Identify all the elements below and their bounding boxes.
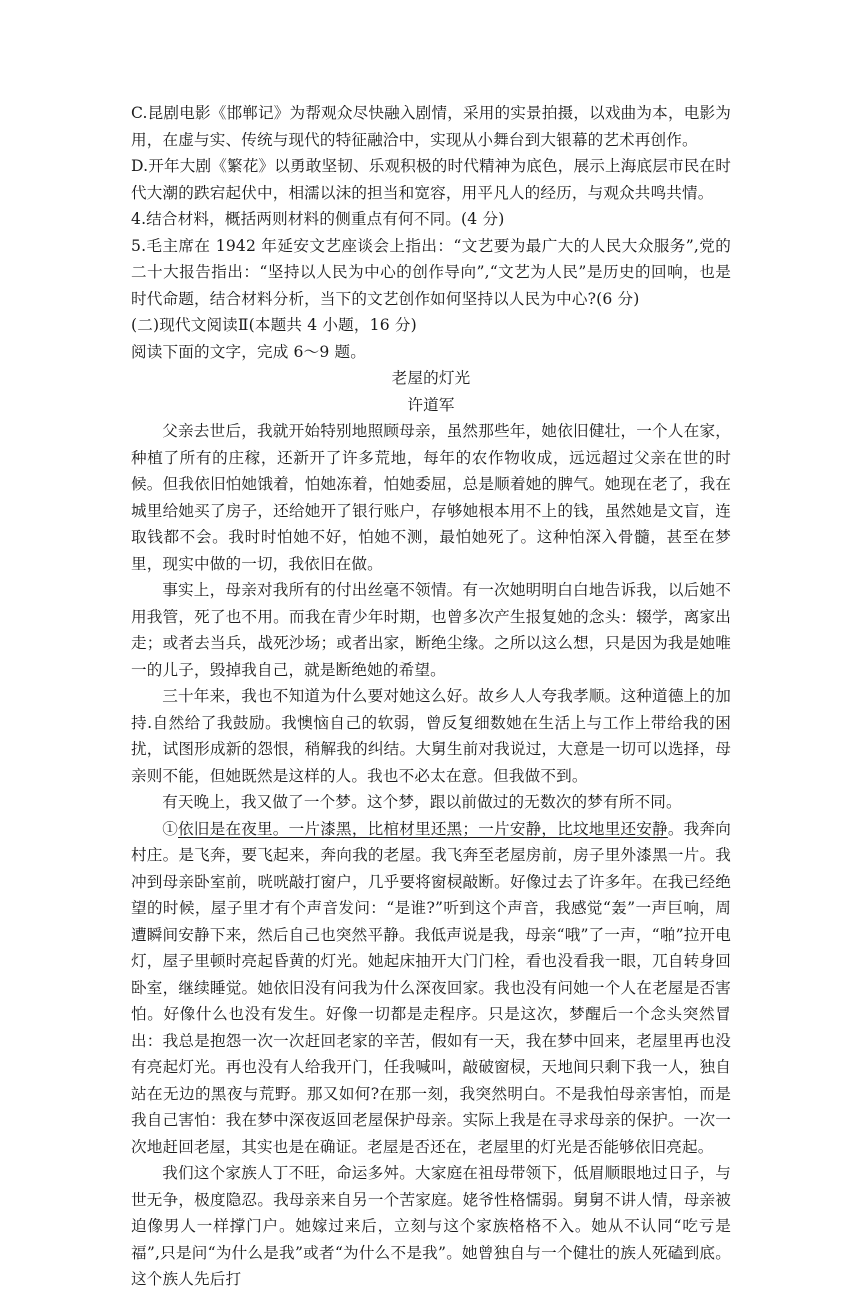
article-paragraph-2: 事实上，母亲对我所有的付出丝毫不领情。有一次她明明白白地告诉我，以后她不用我管，死了也不用。而我在青少年时期，也曾多次产生报复她的念头：辍学，离家出走；或者去当兵，战死沙场；或者出家，断绝尘缘。之所以这么想，只是因为我是她唯一的儿子，毁掉我自己，就是断绝她的希望。 — [131, 581, 731, 679]
document-page — [131, 100, 731, 1293]
question-5: 5.毛主席在 1942 年延安文艺座谈会上指出：“文艺要为最广大的人民大众服务”,党的二十大报告指出：“坚持以人民为中心的创作导向”,“文艺为人民”是历史的回响，也是时代命题，结合材料分析，当下的文艺创作如何坚持以人民为中心?(6 分) — [131, 236, 731, 308]
article-author: 许道军 — [407, 395, 455, 414]
section-instruction: 阅读下面的文字，完成 6～9 题。 — [131, 342, 367, 361]
article-paragraph-3: 三十年来，我也不知道为什么要对她这么好。故乡人人夸我孝顺。这种道德上的加持.自然给了我鼓励。我懊恼自己的软弱，曾反复细数她在生活上与工作上带给我的困扰，试图形成新的怨恨，稍解我的纠结。大舅生前对我说过，大意是一切可以选择，母亲则不能，但她既然是这样的人。我也不必太在意。但我做不到。 — [131, 687, 731, 785]
paragraph-5-text: 。我奔向村庄。是飞奔，要飞起来，奔向我的老屋。我飞奔至老屋房前，房子里外漆黑一片。我冲到母亲卧室前，咣咣敲打窗户，几乎要将窗棂敲断。好像过去了许多年。在我已经绝望的时候，屋子里才有个声音发问：“是谁?”听到这个声音，我感觉“轰”一声巨响，周遭瞬间安静下来，然后自己也突然平静。我低声说是我，母亲“哦”了一声，“啪”拉开电灯，屋子里顿时亮起昏黄的灯光。她起床抽开大门门栓，看也没看我一眼，兀自转身回卧室，继续睡觉。她依旧没有问我为什么深夜回家。我也没有问她一个人在老屋是否害怕。好像什么也没有发生。好像一切都是走程序。只是这次，梦醒后一个念头突然冒出：我总是抱怨一次一次赶回老家的辛苦，假如有一天，我在梦中回来，老屋里再也没有亮起灯光。再也没有人给我开门，任我喊叫，敲破窗棂，天地间只剩下我一人，独自站在无边的黑夜与荒野。那又如何?在那一刻，我突然明白。不是我怕母亲害怕，而是我自己害怕：我在梦中深夜返回老屋保护母亲。实际上我是在寻求母亲的保护。一次一次地赶回老屋，其实也是在确证。老屋是否还在，老屋里的灯光是否能够依旧亮起。 — [131, 819, 731, 1156]
underlined-sentence: 依旧是在夜里。一片漆黑，比棺材里还黑；一片安静，比坟地里还安静 — [178, 819, 668, 838]
article-paragraph-6: 我们这个家族人丁不旺，命运多舛。大家庭在祖母带领下，低眉顺眼地过日子，与世无争，极度隐忍。我母亲来自另一个苦家庭。姥爷性格懦弱。舅舅不讲人情，母亲被迫像男人一样撑门户。她嫁过来后，立刻与这个家族格格不入。她从不认同“吃亏是福”,只是问“为什么是我”或者“为什么不是我”。她曾独自与一个健壮的族人死磕到底。这个族人先后打 — [131, 1164, 731, 1288]
circled-number-marker: ① — [162, 819, 178, 838]
option-d: D.开年大剧《繁花》以勇敢坚韧、乐观积极的时代精神为底色，展示上海底层市民在时代大潮的跌宕起伏中，相濡以沫的担当和宽容，用平凡人的经历，与观众共鸣共情。 — [131, 157, 731, 202]
option-c: C.昆剧电影《邯郸记》为帮观众尽快融入剧情，采用的实景拍摄，以戏曲为本，电影为用，在虚与实、传统与现代的特征融洽中，实现从小舞台到大银幕的艺术再创作。 — [131, 104, 731, 149]
article-paragraph-1: 父亲去世后，我就开始特别地照顾母亲，虽然那些年，她依旧健壮，一个人在家，种植了所有的庄稼，还新开了许多荒地，每年的农作物收成，远远超过父亲在世的时候。但我依旧怕她饿着，怕她冻着，怕她委屈，总是顺着她的脾气。她现在老了，我在城里给她买了房子，还给她开了银行账户，存够她根本用不上的钱，虽然她是文盲，连取钱都不会。我时时怕她不好，怕她不测，最怕她死了。这种怕深入骨髓，甚至在梦里，现实中做的一切，我依旧在做。 — [131, 422, 731, 573]
section-heading: (二)现代文阅读Ⅱ(本题共 4 小题，16 分) — [131, 316, 417, 334]
article-paragraph-4: 有天晚上，我又做了一个梦。这个梦，跟以前做过的无数次的梦有所不同。 — [162, 793, 682, 811]
article-title: 老屋的灯光 — [391, 369, 471, 387]
article-paragraph-5 — [131, 816, 731, 1161]
question-4: 4.结合材料，概括两则材料的侧重点有何不同。(4 分) — [131, 210, 505, 228]
